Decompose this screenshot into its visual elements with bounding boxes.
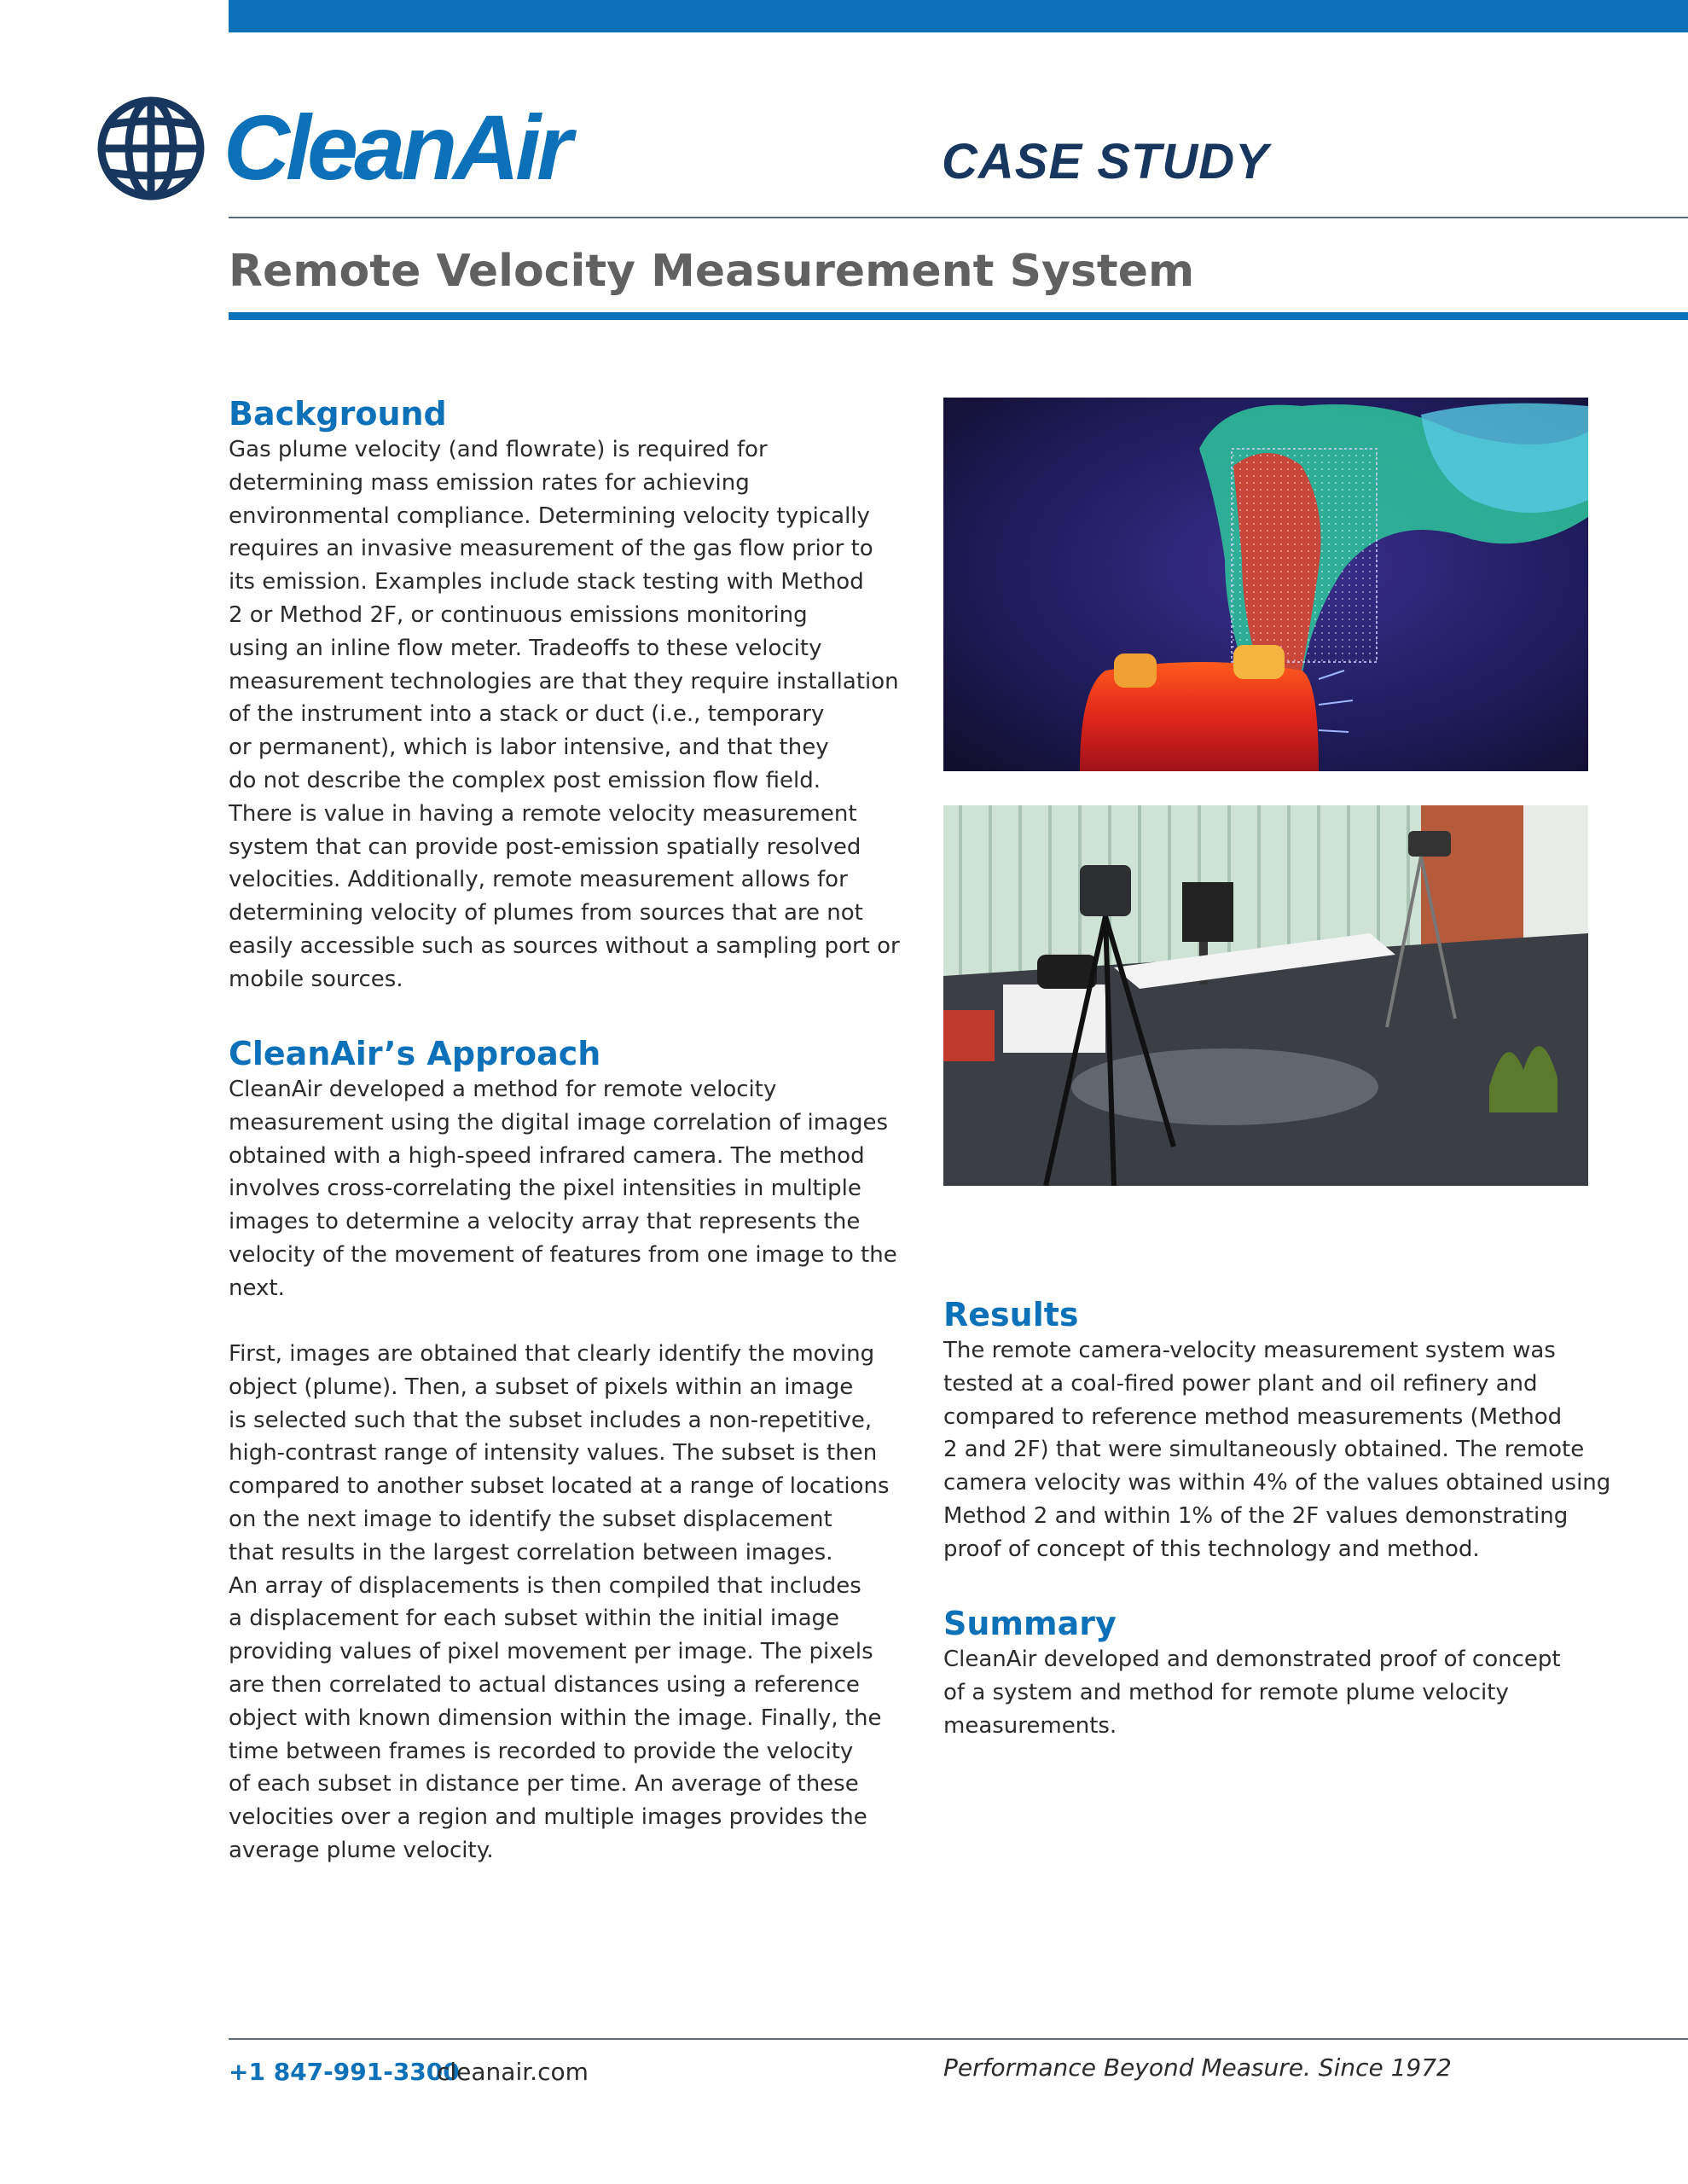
cleanair-logo (96, 92, 607, 203)
text-line: CleanAir developed a method for remote velocity (229, 1077, 777, 1102)
brand-wordmark: CleanAir (223, 96, 569, 199)
page-title: Remote Velocity Measurement System (229, 246, 1195, 297)
text-line: 2 or Method 2F, or continuous emissions monitoring (229, 601, 808, 628)
text-line: proof of concept of this technology and method. (943, 1536, 1480, 1562)
text-line: obtained with a high-speed infrared camera. The method (229, 1142, 865, 1169)
text-line: its emission. Examples include stack testing with Method (229, 569, 864, 595)
text-line: First, images are obtained that clearly identify the moving (229, 1341, 875, 1367)
top-accent-bar (229, 0, 1688, 32)
text-line: There is value in having a remote velocity measurement (229, 800, 857, 827)
text-line: camera velocity was within 4% of the values obtained using (943, 1470, 1611, 1496)
header-divider (229, 217, 1688, 218)
text-line: Gas plume velocity (and flowrate) is required for (229, 437, 768, 462)
results-heading: Results (943, 1296, 1079, 1333)
results-text (943, 1334, 1610, 1566)
text-line: compared to reference method measurements (Method (943, 1403, 1563, 1430)
text-line: environmental compliance. Determining velocity typically (229, 502, 870, 529)
text-line: mobile sources. (229, 966, 403, 992)
text-line: is selected such that the subset includes a non-repetitive, (229, 1407, 873, 1433)
approach-text-2 (229, 1338, 890, 1867)
text-line: do not describe the complex post emission flow field. (229, 767, 821, 793)
text-line: velocities over a region and multiple images provides the (229, 1804, 867, 1831)
text-line: 2 and 2F) that were simultaneously obtained. The remote (943, 1437, 1585, 1463)
text-line: average plume velocity. (229, 1837, 494, 1863)
text-line: next. (229, 1275, 285, 1301)
text-line: object (plume). Then, a subset of pixels within an image (229, 1374, 854, 1400)
text-line: measurement technologies are that they require installation (229, 668, 899, 694)
text-line: velocities. Additionally, remote measurement allows for (229, 867, 848, 893)
background-text (229, 433, 900, 996)
text-line: Method 2 and within 1% of the 2F values demonstrating (943, 1502, 1569, 1529)
text-line: images to determine a velocity array that represents the (229, 1209, 861, 1235)
text-line: of a system and method for remote plume velocity (943, 1679, 1509, 1705)
footer-tagline: Performance Beyond Measure. Since 1972 (943, 2053, 1452, 2082)
approach-heading: CleanAir’s Approach (229, 1035, 601, 1072)
text-line: or permanent), which is labor intensive, and that they (229, 735, 829, 761)
text-line: of the instrument into a stack or duct (i.e., temporary (229, 701, 825, 728)
text-line: of each subset in distance per time. An average of these (229, 1771, 859, 1798)
text-line: that results in the largest correlation between images. (229, 1539, 833, 1565)
doc-type-label: CASE STUDY (942, 134, 1269, 189)
text-line: involves cross-correlating the pixel intensities in multiple (229, 1176, 861, 1202)
text-line: time between frames is recorded to provide the velocity (229, 1738, 854, 1764)
text-line: velocity of the movement of features from one image to the (229, 1241, 897, 1268)
text-line: on the next image to identify the subset displacement (229, 1506, 832, 1532)
text-line: determining mass emission rates for achieving (229, 469, 750, 496)
text-line: easily accessible such as sources without a sampling port or (229, 932, 900, 959)
text-line: requires an invasive measurement of the gas flow prior to (229, 536, 873, 562)
text-line: a displacement for each subset within the initial image (229, 1606, 840, 1632)
summary-heading: Summary (943, 1605, 1117, 1642)
text-line: measurements. (943, 1712, 1117, 1739)
summary-text (943, 1643, 1561, 1742)
footer-website: cleanair.com (437, 2058, 589, 2086)
thermal-plume-image (943, 398, 1588, 771)
text-line: The remote camera-velocity measurement system was (943, 1338, 1556, 1363)
text-line: tested at a coal-fired power plant and oil refinery and (943, 1370, 1538, 1397)
title-underline (229, 312, 1688, 320)
text-line: CleanAir developed and demonstrated proof of concept (943, 1647, 1561, 1672)
text-line: determining velocity of plumes from sources that are not (229, 900, 863, 926)
text-line: An array of displacements is then compiled that includes (229, 1572, 861, 1599)
text-line: high-contrast range of intensity values. The subset is then (229, 1440, 878, 1467)
footer-phone: +1 847-991-3300 (229, 2058, 460, 2086)
footer-divider (229, 2038, 1688, 2040)
text-line: system that can provide post-emission spatially resolved (229, 834, 861, 860)
text-line: object with known dimension within the image. Finally, the (229, 1705, 882, 1731)
text-line: using an inline flow meter. Tradeoffs to these velocity (229, 635, 822, 661)
text-line: measurement using the digital image correlation of images (229, 1109, 889, 1136)
text-line: providing values of pixel movement per image. The pixels (229, 1639, 873, 1665)
text-line: are then correlated to actual distances using a reference (229, 1671, 860, 1698)
text-line: compared to another subset located at a range of locations (229, 1473, 890, 1500)
background-heading: Background (229, 395, 447, 433)
field-setup-photo (943, 805, 1588, 1186)
globe-icon (96, 96, 206, 201)
approach-text-1 (229, 1073, 897, 1305)
